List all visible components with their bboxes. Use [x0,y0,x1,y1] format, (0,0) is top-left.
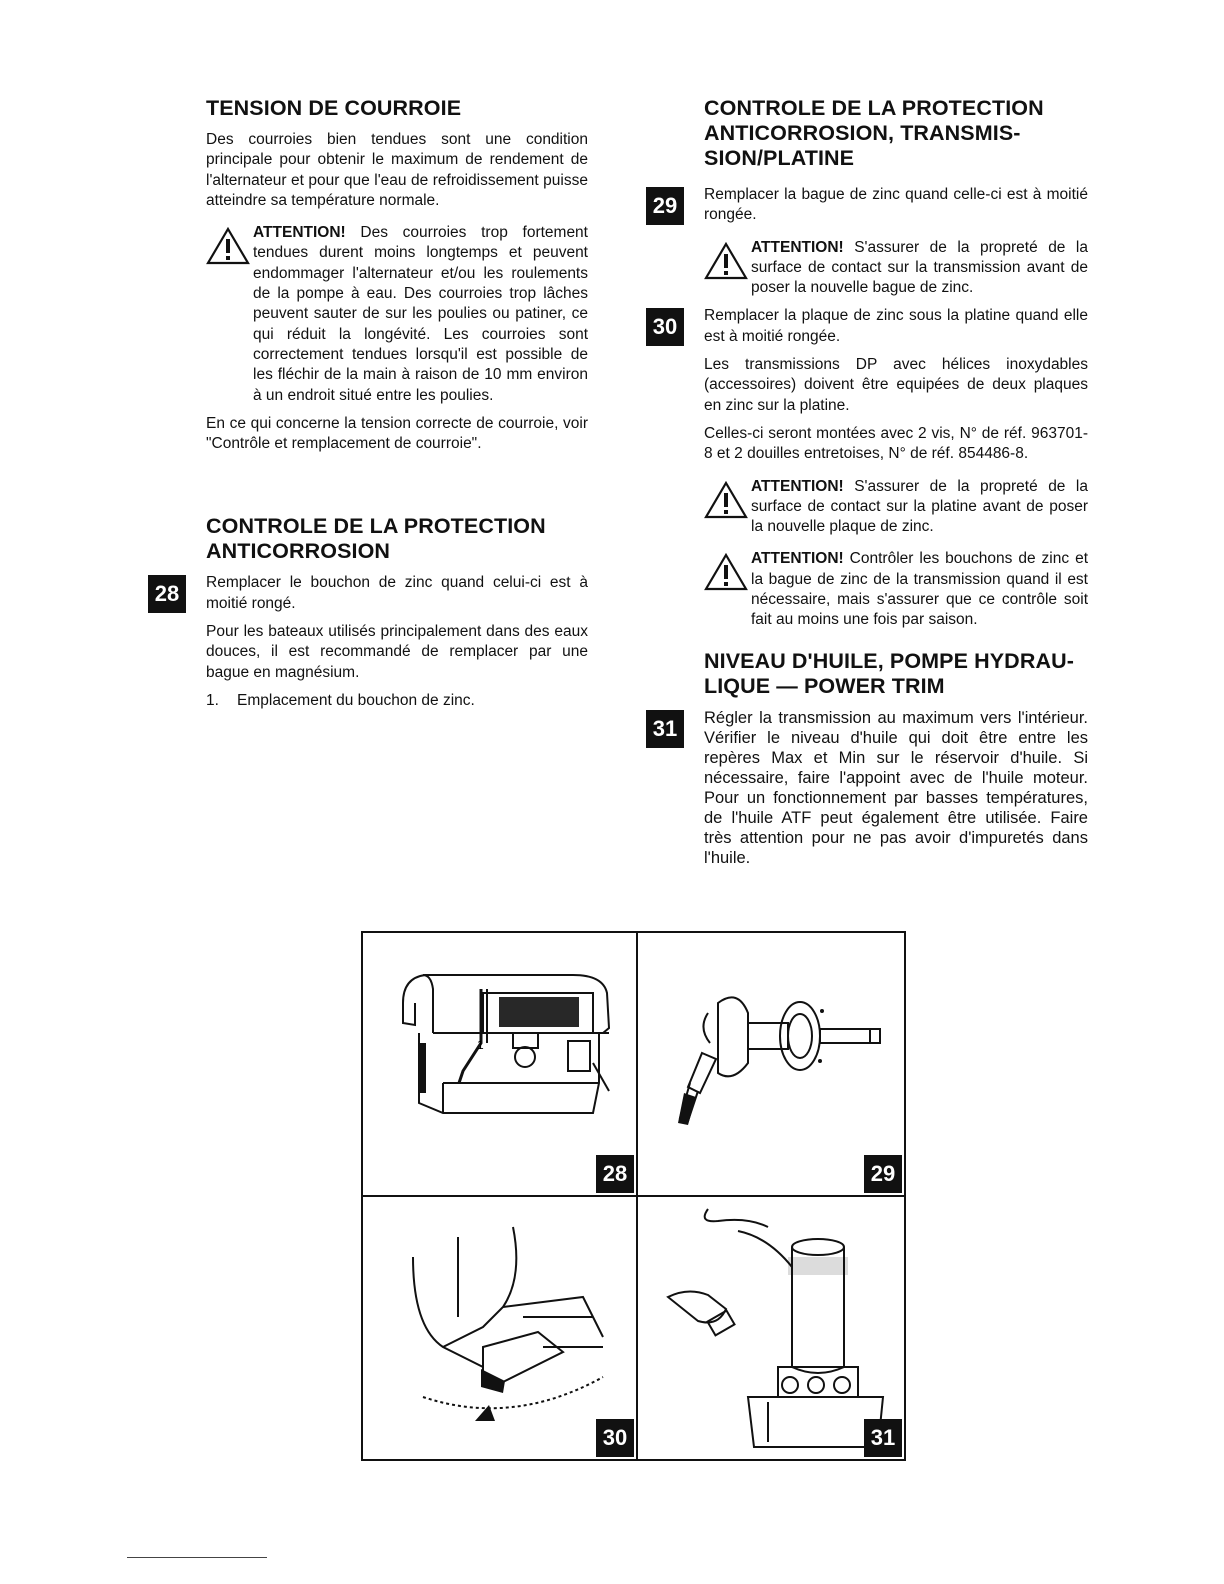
platine-warning: ATTENTION! S'assurer de la propreté de la surface de contact sur la platine avant de poser la nouvelle plaque de zinc. [704,477,1088,538]
step-28-text: Remplacer le bouchon de zinc quand celui-ci est à moitié rongé. [206,574,588,612]
warning-label: ATTENTION! [253,224,346,242]
figure-grid [361,931,906,1461]
warning-text: Des courroies trop fortement tendues durent moins longtemps et peuvent endommager l'alternateur et/ou les roulements de la pompe à eau. Des courroies trop lâches peuvent sauter de sur les poulies ou patiner, ce qui réduit la longévité. Les courroies sont correctement tendues lorsqu'il est possible de les fléchir de la main à raison de 10 mm environ à un endroit situé entre les poulies. [253,224,588,404]
warning-triangle-icon [704,553,748,591]
step-30 [652,306,1088,347]
dp-transmission-note: Les transmissions DP avec hélices inoxydables (accessoires) doivent être equipées de deux plaques en zinc sur la platine. [704,356,1088,414]
figure-label-30: 30 [596,1419,634,1457]
step-badge-29: 29 [646,187,684,225]
figure-28-engine [363,933,636,1195]
zinc-check-warning: ATTENTION! Contrôler les bouchons de zinc et la bague de zinc de la transmission quand il est nécessaire, mais s'assurer que ce contrôle soit fait au moins une fois par saison. [704,549,1088,630]
section-title-oil-level: NIVEAU D'HUILE, POMPE HYDRAU- LIQUE — POWER TRIM [704,648,1074,698]
left-column [154,96,588,711]
section-title-transmission-anticorrosion: CONTROLE DE LA PROTECTION ANTICORROSION, TRANSMIS- SION/PLATINE [704,96,1044,170]
figure-30-zinc-plate [363,1197,636,1459]
section-title-belt-tension: TENSION DE COURROIE [206,96,462,120]
step-badge-30: 30 [646,308,684,346]
step-28 [154,573,588,614]
callout-1: 1 [477,1038,484,1052]
belt-tension-warning [206,223,588,406]
section-title-anticorrosion: CONTROLE DE LA PROTECTION ANTICORROSION [206,514,546,564]
step-31 [652,708,1088,868]
step-badge-31: 31 [646,710,684,748]
figure-29-propeller-shaft [638,933,904,1195]
belt-tension-outro: En ce qui concerne la tension correcte de courroie, voir "Contrôle et remplacement de courroie". [206,414,588,453]
figure-label-31: 31 [864,1419,902,1457]
step-29-text: Remplacer la bague de zinc quand celle-ci est à moitié rongée. [704,186,1088,224]
step-29 [652,185,1088,226]
transmission-warning: ATTENTION! S'assurer de la propreté de la surface de contact sur la transmission avant de poser la nouvelle bague de zinc. [704,238,1088,299]
footnote-rule [127,1557,267,1558]
warning-triangle-icon [206,227,250,265]
right-column [652,96,1088,876]
list-item: 1. Emplacement du bouchon de zinc. [206,691,475,709]
screws-note: Celles-ci seront montées avec 2 vis, N° de réf. 963701-8 et 2 douilles entretoises, N° de réf. 854486-8. [704,424,1088,463]
warning-triangle-icon [704,242,748,280]
step-31-text: Régler la transmission au maximum vers l'intérieur. Vérifier le niveau d'huile qui doit être entre les repères Max et Min sur le réservoir d'huile. Si nécessaire, faire l'appoint avec de l'huile moteur. Pour un fonctionnement par basses températures, de l'huile ATF peut également être utilisée. Faire très attention pour ne pas avoir d'impuretés dans l'huile. [704,708,1088,867]
warning-triangle-icon [704,481,748,519]
figure-label-28: 28 [596,1155,634,1193]
belt-tension-intro: Des courroies bien tendues sont une condition principale pour obtenir le maximum de rendement de l'alternateur et pour que l'eau de refroidissement puisse atteindre sa température normale. [206,131,588,209]
figure-label-29: 29 [864,1155,902,1193]
step-badge-28: 28 [148,575,186,613]
step-30-text: Remplacer la plaque de zinc sous la platine quand elle est à moitié rongée. [704,307,1088,345]
magnesium-note: Pour les bateaux utilisés principalement dans des eaux douces, il est recommandé de remplacer par une bague en magnésium. [206,623,588,681]
figure-31-hydraulic-pump [638,1197,904,1459]
